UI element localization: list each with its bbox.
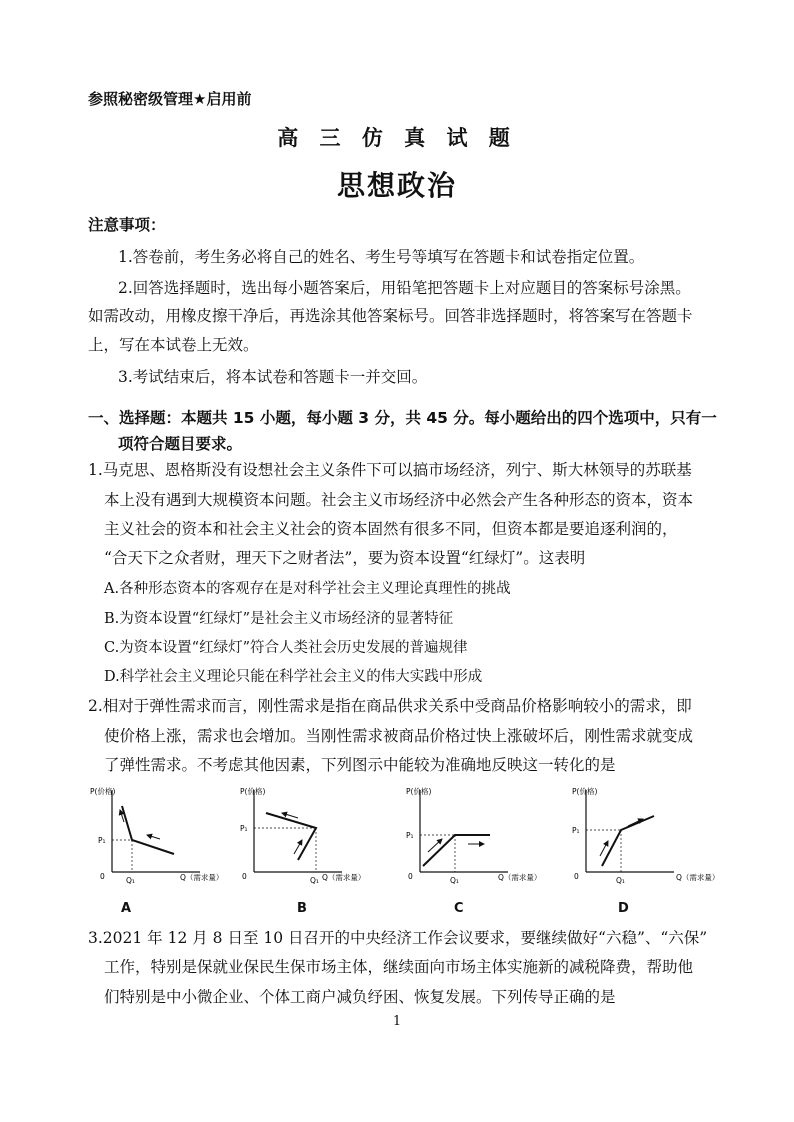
y-axis-label: P(价格) — [90, 787, 116, 796]
graph-label-a: A — [121, 901, 132, 916]
graph-d — [564, 782, 720, 892]
notice-item-3: 3.考试结束后，将本试卷和答题卡一并交回。 — [118, 368, 428, 386]
y-axis-label: P(价格) — [406, 787, 432, 796]
demand-curve — [122, 806, 174, 854]
q1-option-b: B.为资本设置“红绿灯”是社会主义市场经济的显著特征 — [104, 611, 454, 627]
p1-label: P₁ — [240, 824, 248, 833]
q3-stem: 工作，特别是保就业保民生保市场主体，继续面向市场主体实施新的减税降费，帮助他 — [104, 958, 694, 976]
q1-stem: “合天下之众者财，理天下之财者法”，要为资本设置“红绿灯”。这表明 — [104, 549, 586, 567]
q1-stem: 1.马克思、恩格斯没有设想社会主义条件下可以搞市场经济，列宁、斯大林领导的苏联基 — [88, 461, 692, 479]
demand-curve — [602, 816, 654, 866]
arrow — [294, 840, 302, 854]
p1-label: P₁ — [572, 826, 580, 835]
secret-level-label: 参照秘密级管理★启用前 — [88, 90, 252, 108]
q3-stem: 3.2021 年 12 月 8 日至 10 日召开的中央经济工作会议要求，要继续做好“六稳”、“六保” — [88, 929, 708, 947]
x-axis-label: Q（需求量） — [498, 873, 542, 882]
x-axis-label: Q（需求量） — [180, 873, 224, 882]
exam-title: 高 三 仿 真 试 题 — [277, 126, 517, 150]
graph-c — [398, 782, 542, 892]
q1-option-a: A.各种形态资本的客观存在是对科学社会主义理论真理性的挑战 — [104, 581, 511, 597]
graph-label-d: D — [618, 901, 629, 916]
subject-title: 思想政治 — [336, 169, 457, 202]
graph-label-c: C — [454, 901, 464, 916]
y-axis-label: P(价格) — [572, 787, 598, 796]
arrow — [600, 841, 608, 856]
arrow — [282, 813, 298, 818]
page-number: 1 — [392, 1014, 402, 1029]
section-heading-cont: 项符合题目要求。 — [118, 435, 243, 453]
x-axis-label: Q（需求量） — [676, 873, 720, 882]
q1-label: Q₁ — [126, 876, 135, 885]
section-heading: 一、选择题：本题共 15 小题，每小题 3 分，共 45 分。每小题给出的四个选项中，只有一 — [88, 409, 717, 427]
notice-item-1: 1.答卷前，考生务必将自己的姓名、考生号等填写在答题卡和试卷指定位置。 — [118, 248, 645, 266]
q2-stem: 2.相对于弹性需求而言，刚性需求是指在商品供求关系中受商品价格影响较小的需求，即 — [88, 697, 692, 715]
q2-stem: 了弹性需求。不考虑其他因素，下列图示中能较为准确地反映这一转化的是 — [104, 756, 616, 774]
graph-label-b: B — [297, 901, 307, 916]
q1-label: Q₁ — [450, 876, 459, 885]
q1-label: Q₁ — [616, 876, 625, 885]
graph-b — [232, 782, 366, 892]
graph-a — [90, 782, 224, 892]
q1-option-c: C.为资本设置“红绿灯”符合人类社会历史发展的普遍规律 — [104, 640, 468, 656]
arrow — [147, 835, 160, 839]
notice-item-2-cont: 如需改动，用橡皮擦干净后，再选涂其他答案标号。回答非选择题时，将答案写在答题卡 — [88, 307, 693, 325]
q3-stem: 们特别是中小微企业、个体工商户减负纾困、恢复发展。下列传导正确的是 — [104, 988, 616, 1006]
demand-curve — [423, 835, 490, 866]
q1-stem: 本上没有遇到大规模资本问题。社会主义市场经济中必然会产生各种形态的资本，资本 — [104, 491, 694, 509]
notice-item-2-cont: 上，写在本试卷上无效。 — [88, 336, 259, 354]
q1-option-d: D.科学社会主义理论只能在科学社会主义的伟大实践中形成 — [104, 669, 483, 685]
origin-label: 0 — [242, 872, 247, 881]
demand-curve — [266, 813, 316, 860]
origin-label: 0 — [100, 872, 105, 881]
y-axis-label: P(价格) — [240, 787, 266, 796]
notice-item-2: 2.回答选择题时，选出每小题答案后，用铅笔把答题卡上对应题目的答案标号涂黑。 — [118, 279, 691, 297]
x-axis-label: Q（需求量） — [322, 873, 366, 882]
p1-label: P₁ — [406, 831, 414, 840]
notice-heading: 注意事项： — [88, 216, 166, 234]
q1-stem: 主义社会的资本和社会主义社会的资本固然有很多不同，但资本都是要追逐利润的， — [104, 520, 678, 538]
q1-label: Q₁ — [310, 876, 319, 885]
origin-label: 0 — [408, 872, 413, 881]
q2-stem: 使价格上涨，需求也会增加。当刚性需求被商品价格过快上涨破坏后，刚性需求就变成 — [104, 727, 694, 745]
origin-label: 0 — [574, 872, 579, 881]
p1-label: P₁ — [98, 836, 106, 845]
